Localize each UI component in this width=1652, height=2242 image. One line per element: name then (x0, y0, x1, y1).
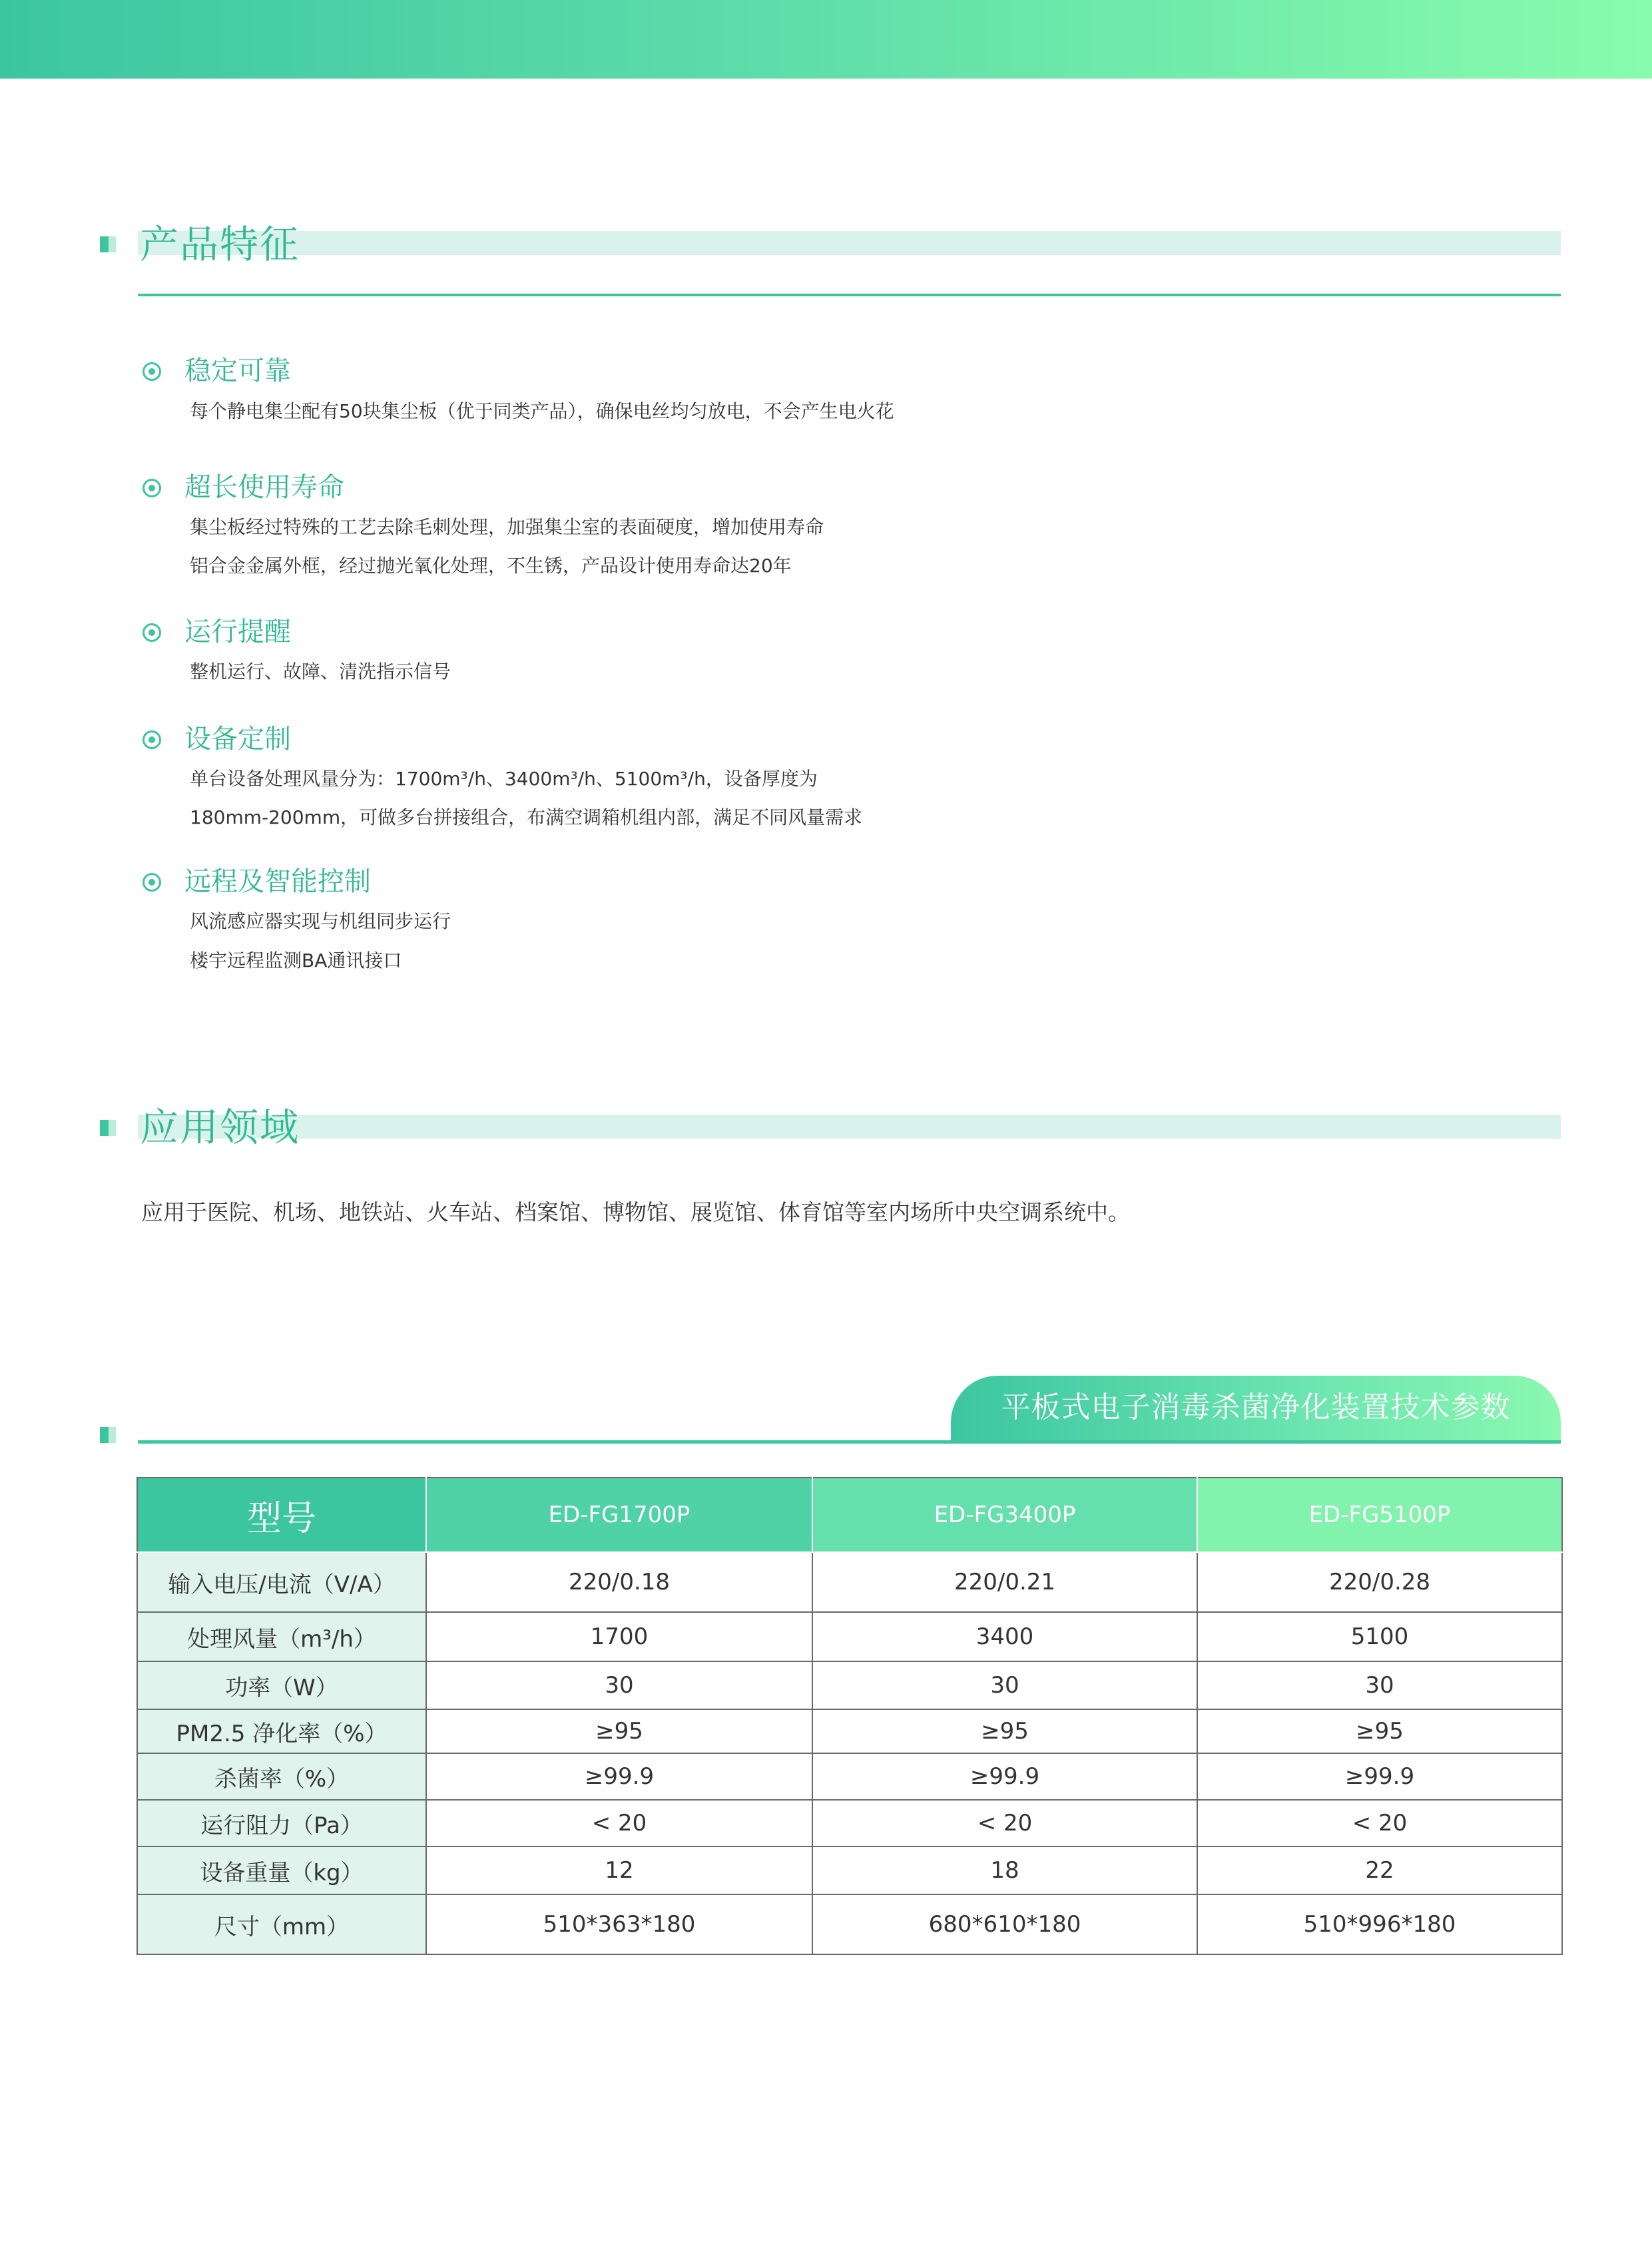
feature-title: 超长使用寿命 (184, 472, 344, 503)
feature-title: 运行提醒 (184, 617, 291, 647)
table-cell: 510*996*180 (1197, 1894, 1562, 1954)
feature-description: 单台设备处理风量分为：1700m³/h、3400m³/h、5100m³/h，设备厚度为 (190, 768, 818, 790)
table-cell: 680*610*180 (812, 1894, 1197, 1954)
feature-description: 铝合金金属外框，经过抛光氧化处理，不生锈，产品设计使用寿命达20年 (190, 555, 792, 577)
feature-title: 稳定可靠 (184, 356, 291, 386)
table-header-cell: ED-FG3400P (812, 1478, 1197, 1552)
bullet-circle-icon (142, 873, 161, 892)
table-header-cell: ED-FG1700P (426, 1478, 812, 1552)
table-cell: 30 (812, 1661, 1197, 1709)
section-marker-icon (100, 236, 116, 252)
table-cell: 30 (1197, 1661, 1562, 1709)
feature-title: 设备定制 (184, 724, 291, 754)
spec-section-title: 平板式电子消毒杀菌净化装置技术参数 (1001, 1390, 1511, 1424)
table-cell: 220/0.21 (812, 1552, 1197, 1612)
table-cell: ≥99.9 (812, 1753, 1197, 1800)
table-row (137, 1612, 1562, 1661)
section-marker-icon (100, 1120, 116, 1136)
table-row-label: 功率（W） (137, 1661, 426, 1709)
application-description: 应用于医院、机场、地铁站、火车站、档案馆、博物馆、展览馆、体育馆等室内场所中央空调系统中。 (141, 1199, 1130, 1225)
table-header-cell: 型号 (137, 1478, 426, 1552)
table-cell: 1700 (426, 1612, 812, 1661)
table-row-label: 杀菌率（%） (137, 1753, 426, 1800)
spec-table (137, 1477, 1563, 1955)
table-row-label: 设备重量（kg） (137, 1846, 426, 1894)
spec-section-tab (951, 1376, 1561, 1444)
feature-description: 楼宇远程监测BA通讯接口 (190, 950, 402, 972)
table-cell: ≥95 (812, 1709, 1197, 1753)
table-row-label: 运行阻力（Pa） (137, 1800, 426, 1846)
table-cell: 5100 (1197, 1612, 1562, 1661)
table-cell: ≥95 (426, 1709, 812, 1753)
table-row-label: 输入电压/电流（V/A） (137, 1552, 426, 1612)
table-row-label: PM2.5 净化率（%） (137, 1709, 426, 1753)
table-cell: < 20 (812, 1800, 1197, 1846)
bullet-circle-icon (142, 362, 161, 381)
table-cell: < 20 (1197, 1800, 1562, 1846)
bullet-circle-icon (142, 623, 161, 642)
table-row (137, 1800, 1562, 1846)
feature-title: 远程及智能控制 (184, 866, 371, 897)
table-row (137, 1661, 1562, 1709)
bullet-circle-icon (142, 479, 161, 497)
table-row (137, 1552, 1562, 1612)
table-cell: 3400 (812, 1612, 1197, 1661)
table-cell: 12 (426, 1846, 812, 1894)
section-underline (138, 1440, 1561, 1444)
top-gradient-band (0, 0, 1652, 79)
table-cell: 220/0.18 (426, 1552, 812, 1612)
table-cell: 510*363*180 (426, 1894, 812, 1954)
table-header-row (137, 1478, 1562, 1552)
bullet-circle-icon (142, 730, 161, 749)
table-cell: ≥95 (1197, 1709, 1562, 1753)
features-section-title: 产品特征 (140, 222, 300, 267)
table-cell: 220/0.28 (1197, 1552, 1562, 1612)
section-title-bar (138, 1115, 1561, 1139)
table-row-label: 处理风量（m³/h） (137, 1612, 426, 1661)
section-title-bar (138, 231, 1561, 255)
feature-description: 整机运行、故障、清洗指示信号 (190, 661, 451, 683)
table-row-label: 尺寸（mm） (137, 1894, 426, 1954)
section-marker-icon (100, 1427, 116, 1443)
table-row (137, 1753, 1562, 1800)
feature-description: 集尘板经过特殊的工艺去除毛刺处理，加强集尘室的表面硬度，增加使用寿命 (190, 516, 824, 538)
application-section-title: 应用领域 (140, 1105, 300, 1150)
section-underline (138, 294, 1561, 296)
table-header-cell: ED-FG5100P (1197, 1478, 1562, 1552)
table-cell: 18 (812, 1846, 1197, 1894)
table-cell: ≥99.9 (426, 1753, 812, 1800)
feature-description: 风流感应器实现与机组同步运行 (190, 910, 451, 932)
table-row (137, 1894, 1562, 1954)
feature-description: 180mm-200mm，可做多台拼接组合，布满空调箱机组内部，满足不同风量需求 (190, 806, 863, 828)
feature-description: 每个静电集尘配有50块集尘板（优于同类产品），确保电丝均匀放电，不会产生电火花 (190, 400, 894, 422)
table-cell: 30 (426, 1661, 812, 1709)
table-row (137, 1846, 1562, 1894)
table-cell: < 20 (426, 1800, 812, 1846)
table-cell: ≥99.9 (1197, 1753, 1562, 1800)
table-row (137, 1709, 1562, 1753)
table-cell: 22 (1197, 1846, 1562, 1894)
